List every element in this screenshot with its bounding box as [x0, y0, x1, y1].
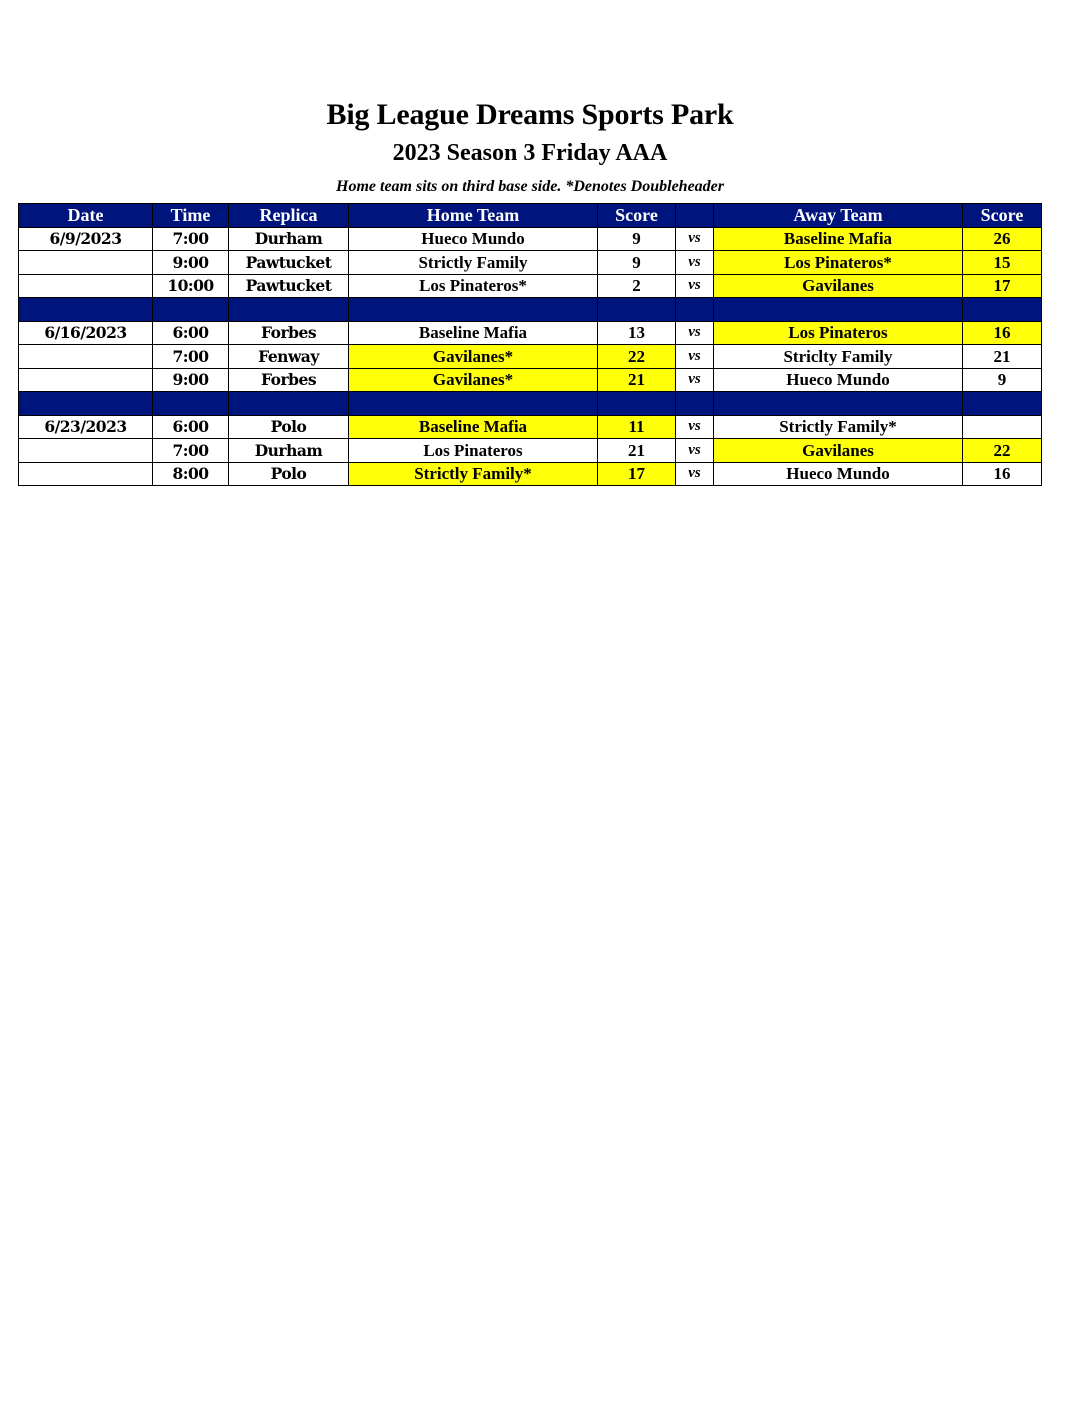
schedule-table [18, 203, 1042, 486]
cell-away-score: 17 [963, 274, 1042, 298]
separator-cell [349, 392, 598, 416]
cell-replica: Polo [229, 415, 349, 439]
cell-away: Los Pinateros* [714, 251, 963, 275]
col-header-replica: Replica [229, 204, 349, 228]
cell-home-score: 22 [598, 345, 676, 369]
separator-cell [963, 392, 1042, 416]
separator-cell [963, 298, 1042, 322]
cell-date [19, 345, 153, 369]
cell-date [19, 368, 153, 392]
page-title: Big League Dreams Sports Park [326, 98, 734, 131]
separator-cell [676, 298, 714, 322]
cell-home: Baseline Mafia [349, 321, 598, 345]
cell-time: 6:00 [153, 321, 229, 345]
cell-replica: Forbes [229, 321, 349, 345]
separator-cell [714, 392, 963, 416]
cell-date [19, 462, 153, 486]
cell-replica: Pawtucket [229, 251, 349, 275]
table-row [19, 321, 1042, 345]
cell-away: Gavilanes [714, 439, 963, 463]
table-row [19, 415, 1042, 439]
separator-cell [229, 392, 349, 416]
col-header-away-score: Score [963, 204, 1042, 228]
col-header-home-team: Home Team [349, 204, 598, 228]
cell-vs: vs [676, 251, 714, 275]
cell-vs: vs [676, 345, 714, 369]
col-header-home-score: Score [598, 204, 676, 228]
separator-cell [19, 298, 153, 322]
cell-away-score: 9 [963, 368, 1042, 392]
cell-home-score: 13 [598, 321, 676, 345]
cell-replica: Durham [229, 227, 349, 251]
cell-home: Los Pinateros* [349, 274, 598, 298]
cell-away-score [963, 415, 1042, 439]
cell-away: Baseline Mafia [714, 227, 963, 251]
separator-cell [229, 298, 349, 322]
table-row [19, 227, 1042, 251]
schedule-body [19, 227, 1042, 486]
cell-date [19, 274, 153, 298]
cell-time: 10:00 [153, 274, 229, 298]
cell-time: 6:00 [153, 415, 229, 439]
cell-home-score: 9 [598, 227, 676, 251]
col-header-away-team: Away Team [714, 204, 963, 228]
cell-vs: vs [676, 227, 714, 251]
cell-time: 7:00 [153, 227, 229, 251]
cell-date: 6/16/2023 [19, 321, 153, 345]
cell-home: Strictly Family [349, 251, 598, 275]
cell-date [19, 251, 153, 275]
cell-replica: Durham [229, 439, 349, 463]
cell-home: Gavilanes* [349, 368, 598, 392]
cell-away: Striclty Family [714, 345, 963, 369]
cell-away: Hueco Mundo [714, 368, 963, 392]
cell-replica: Pawtucket [229, 274, 349, 298]
cell-time: 8:00 [153, 462, 229, 486]
group-separator-row [19, 298, 1042, 322]
col-header-vs [676, 204, 714, 228]
cell-home: Los Pinateros [349, 439, 598, 463]
cell-home: Strictly Family* [349, 462, 598, 486]
cell-away-score: 26 [963, 227, 1042, 251]
cell-away: Los Pinateros [714, 321, 963, 345]
cell-away-score: 16 [963, 462, 1042, 486]
cell-home-score: 11 [598, 415, 676, 439]
cell-away: Gavilanes [714, 274, 963, 298]
cell-replica: Fenway [229, 345, 349, 369]
page-subtitle: 2023 Season 3 Friday AAA [392, 140, 668, 166]
table-row [19, 274, 1042, 298]
cell-home: Gavilanes* [349, 345, 598, 369]
separator-cell [676, 392, 714, 416]
table-row [19, 462, 1042, 486]
cell-time: 9:00 [153, 368, 229, 392]
cell-vs: vs [676, 462, 714, 486]
separator-cell [153, 392, 229, 416]
cell-date: 6/9/2023 [19, 227, 153, 251]
cell-home-score: 9 [598, 251, 676, 275]
separator-cell [19, 392, 153, 416]
cell-date [19, 439, 153, 463]
table-row [19, 251, 1042, 275]
cell-vs: vs [676, 368, 714, 392]
cell-vs: vs [676, 439, 714, 463]
cell-replica: Polo [229, 462, 349, 486]
separator-cell [598, 392, 676, 416]
cell-time: 7:00 [153, 439, 229, 463]
cell-date: 6/23/2023 [19, 415, 153, 439]
cell-away-score: 21 [963, 345, 1042, 369]
cell-home-score: 17 [598, 462, 676, 486]
cell-home-score: 21 [598, 368, 676, 392]
separator-cell [349, 298, 598, 322]
cell-away-score: 16 [963, 321, 1042, 345]
cell-home: Baseline Mafia [349, 415, 598, 439]
schedule-note: Home team sits on third base side. *Denotes Doubleheader [336, 178, 724, 195]
cell-away-score: 22 [963, 439, 1042, 463]
cell-time: 9:00 [153, 251, 229, 275]
col-header-date: Date [19, 204, 153, 228]
cell-time: 7:00 [153, 345, 229, 369]
separator-cell [598, 298, 676, 322]
separator-cell [153, 298, 229, 322]
cell-home: Hueco Mundo [349, 227, 598, 251]
cell-replica: Forbes [229, 368, 349, 392]
table-row [19, 345, 1042, 369]
group-separator-row [19, 392, 1042, 416]
table-row [19, 368, 1042, 392]
cell-away-score: 15 [963, 251, 1042, 275]
cell-vs: vs [676, 415, 714, 439]
cell-vs: vs [676, 321, 714, 345]
cell-away: Strictly Family* [714, 415, 963, 439]
cell-home-score: 2 [598, 274, 676, 298]
table-header-row [19, 204, 1042, 228]
col-header-time: Time [153, 204, 229, 228]
cell-away: Hueco Mundo [714, 462, 963, 486]
cell-vs: vs [676, 274, 714, 298]
separator-cell [714, 298, 963, 322]
cell-home-score: 21 [598, 439, 676, 463]
table-row [19, 439, 1042, 463]
